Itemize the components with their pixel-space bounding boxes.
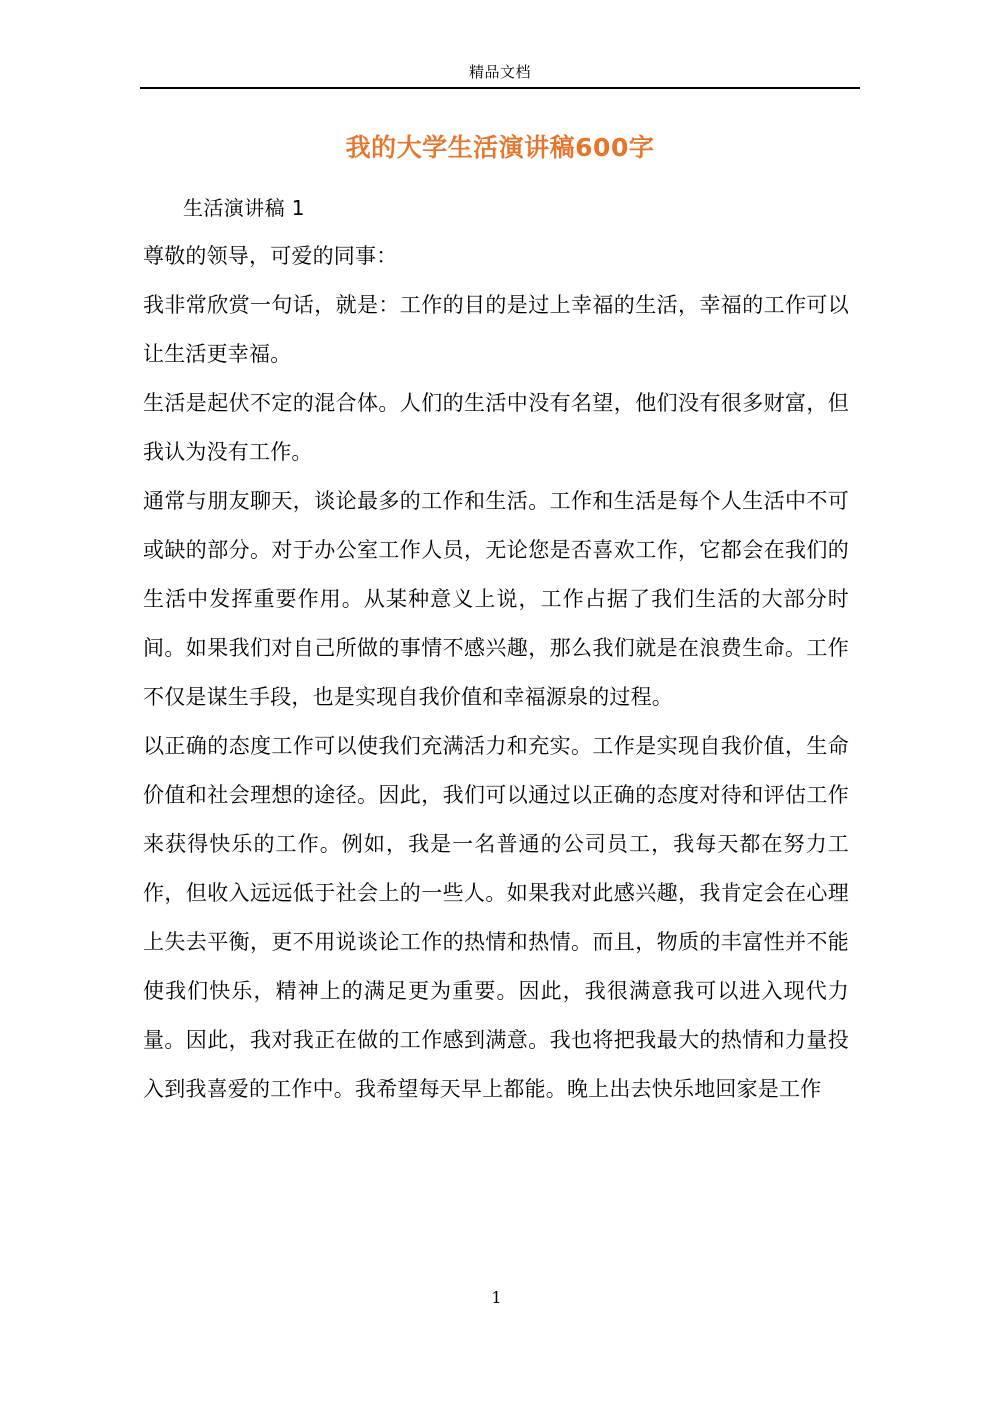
page-title: 我的大学生活演讲稿600字 <box>345 133 655 162</box>
paragraph-3: 通常与朋友聊天，谈论最多的工作和生活。工作和生活是每个人生活中不可或缺的部分。对于办公室工作人员，无论您是否喜欢工作，它都会在我们的生活中发挥重要作用。从某种意义上说，工作占据了我们生活的大部分时间。如果我们对自己所做的事情不感兴趣，那么我们就是在浪费生命。工作不仅是谋生手段，也是实现自我价值和幸福源泉的过程。 <box>143 489 849 709</box>
paragraph-4: 以正确的态度工作可以使我们充满活力和充实。工作是实现自我价值，生命价值和社会理想的途径。因此，我们可以通过以正确的态度对待和评估工作来获得快乐的工作。例如，我是一名普通的公司员工，我每天都在努力工作，但收入远远低于社会上的一些人。如果我对此感兴趣，我肯定会在心理上失去平衡，更不用说谈论工作的热情和热情。而且，物质的丰富性并不能使我们快乐，精神上的满足更为重要。因此，我很满意我可以进入现代力量。因此，我对我正在做的工作感到满意。我也将把我最大的热情和力量投入到我喜爱的工作中。我希望每天早上都能。晚上出去快乐地回家是工作 <box>143 734 849 1101</box>
paragraph-2: 生活是起伏不定的混合体。人们的生活中没有名望，他们没有很多财富，但我认为没有工作。 <box>143 391 849 464</box>
page-header <box>140 62 860 97</box>
page-number: 1 <box>491 1288 502 1307</box>
header-text: 精品文档 <box>468 63 531 81</box>
section-subtitle: 生活演讲稿 1 <box>183 196 305 220</box>
paragraph-1: 我非常欣赏一句话，就是：工作的目的是过上幸福的生活，幸福的工作可以让生活更幸福。 <box>143 293 849 366</box>
header-divider <box>140 87 860 89</box>
document-body <box>143 184 849 1114</box>
paragraph-salutation: 尊敬的领导，可爱的同事： <box>143 244 398 268</box>
